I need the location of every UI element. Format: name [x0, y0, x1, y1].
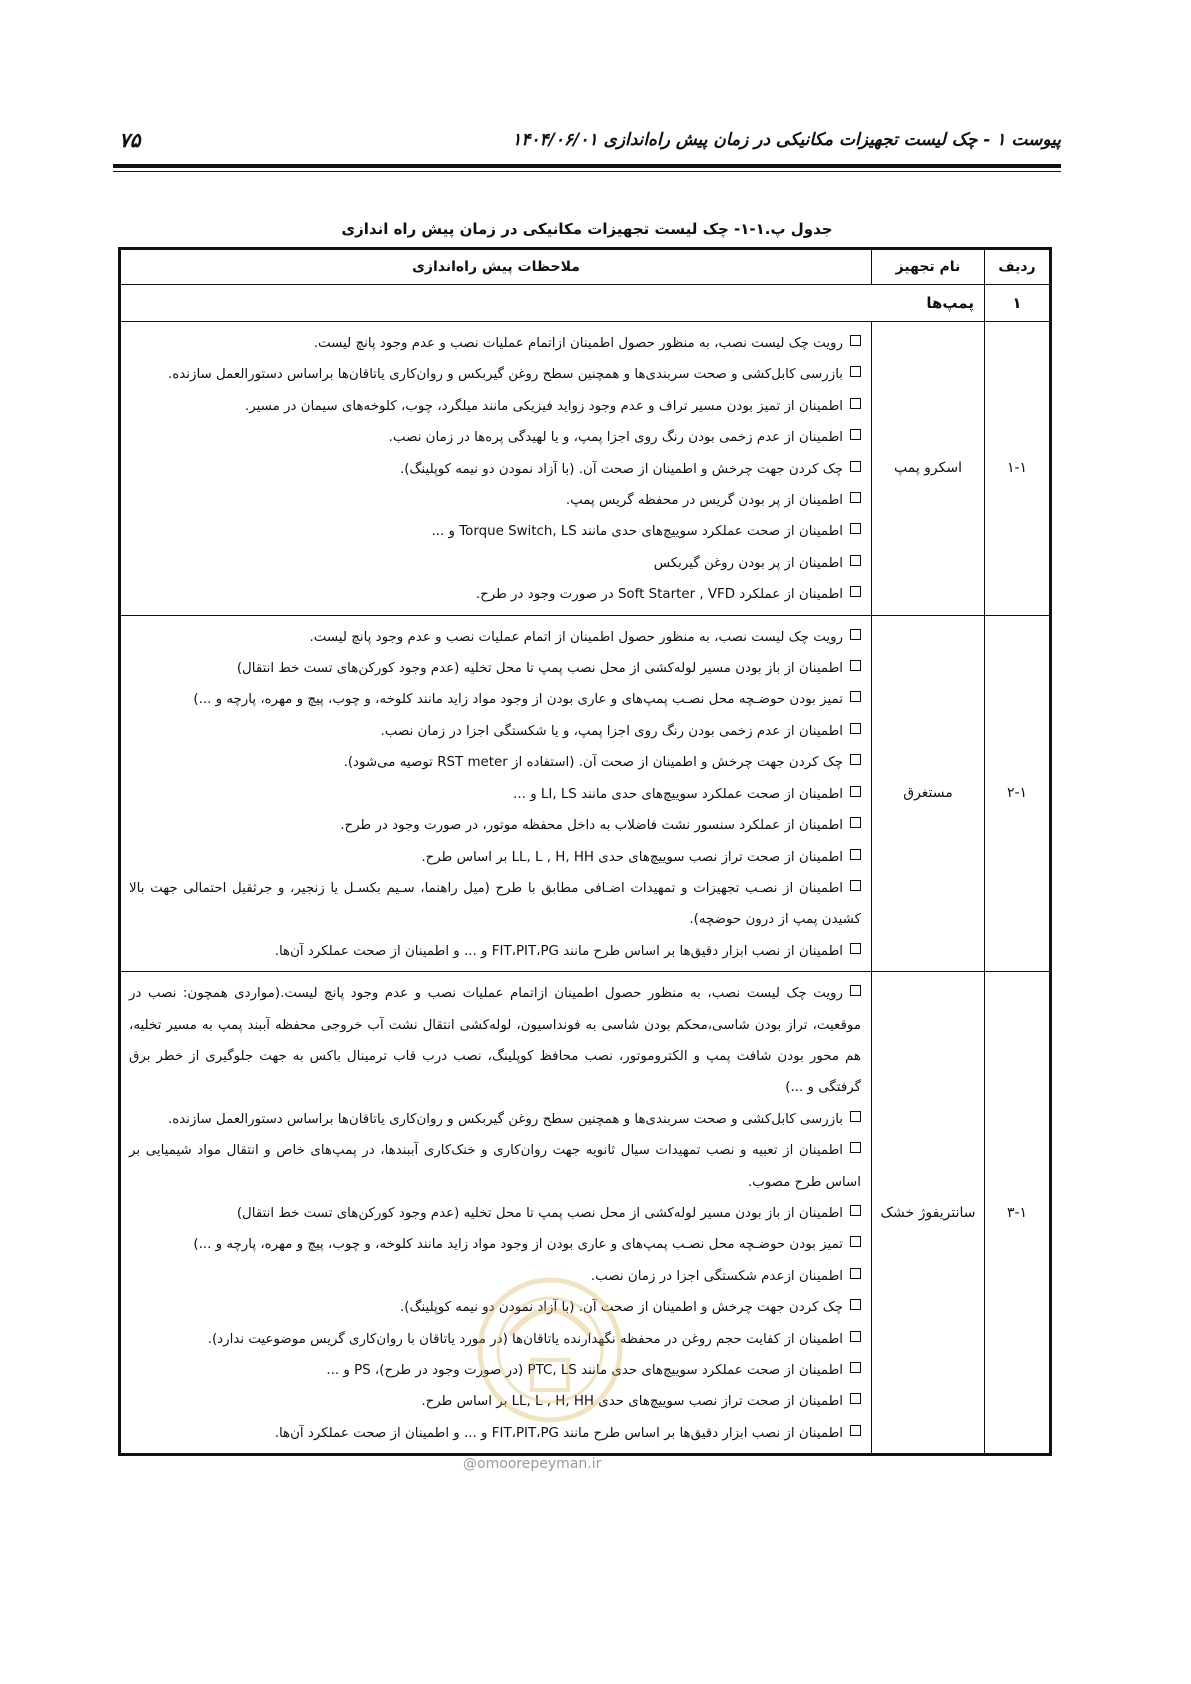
- checkbox-icon[interactable]: [850, 629, 861, 640]
- checklist-item: [129, 516, 861, 547]
- checkbox-icon[interactable]: [850, 429, 861, 440]
- row-id: ۳-۱: [985, 972, 1051, 1455]
- checklist-item: [129, 548, 861, 579]
- checklist-item-text: اطمینان از صحت تراز نصب سوییچ‌های حدی LL, L , H, HH بر اساس طرح.: [421, 1394, 843, 1410]
- checkbox-icon[interactable]: [850, 1299, 861, 1310]
- checklist-item: [129, 328, 861, 359]
- checkbox-icon[interactable]: [850, 523, 861, 534]
- checkbox-icon[interactable]: [850, 723, 861, 734]
- checkbox-icon[interactable]: [850, 1111, 861, 1122]
- checkbox-icon[interactable]: [850, 398, 861, 409]
- checkbox-icon[interactable]: [850, 817, 861, 828]
- row-id: ۱-۱: [985, 322, 1051, 616]
- checklist-item-text: تمیز بودن حوضـچه محل نصـب پمپ‌های و عاری بودن از وجود مواد زاید مانند کلوخه، و چوب، پیچ و مهره، پارچه و ...): [193, 692, 843, 708]
- checkbox-icon[interactable]: [850, 786, 861, 797]
- checklist-item: [129, 978, 861, 1104]
- checkbox-icon[interactable]: [850, 1142, 861, 1153]
- checklist-item-text: اطمینان از پر بودن روغن گیربکس: [653, 555, 843, 571]
- checklist-item-text: چک کردن جهت چرخش و اطمینان از صحت آن. (استفاده از RST meter توصیه می‌شود).: [343, 755, 843, 771]
- checklist-item: [129, 485, 861, 516]
- checklist-item-text: اطمینان از عدم زخمی بودن رنگ روی اجزا پمپ، و یا لهیدگی پره‌ها در زمان نصب.: [388, 430, 843, 446]
- notes-cell: [120, 615, 872, 971]
- checklist-item-text: اطمینان از صحت تراز نصب سوییچ‌های حدی LL, L , H, HH بر اساس طرح.: [421, 849, 843, 865]
- header-title: پیوست ۱ - چک لیست تجهیزات مکانیکی در زمان پیش راه‌اندازی ۱۴۰۴/۰۶/۰۱: [512, 130, 1061, 150]
- checkbox-icon[interactable]: [850, 1205, 861, 1216]
- checklist-item-text: اطمینان از عدم زخمی بودن رنگ روی اجزا پمپ، و یا شکستگی اجزا در زمان نصب.: [380, 723, 843, 739]
- checkbox-icon[interactable]: [850, 461, 861, 472]
- checklist-item-text: اطمینان از باز بودن مسیر لوله‌کشی از محل نصب پمپ تا محل تخلیه (عدم وجود کورکن‌های تست خط انتقال): [236, 661, 843, 677]
- header-rule-thick: [113, 164, 1061, 168]
- checklist-item-text: بازرسی کابل‌کشی و صحت سربندی‌ها و همچنین سطح روغن گیربکس و روان‌کاری یاتاقان‌ها براساس دستورالعمل سازنده.: [167, 1111, 843, 1127]
- header-rule-thin: [113, 171, 1061, 172]
- checklist-item: [129, 779, 861, 810]
- equipment-name: اسکرو پمپ: [872, 322, 985, 616]
- checkbox-icon[interactable]: [850, 1236, 861, 1247]
- checkbox-icon[interactable]: [850, 1362, 861, 1373]
- checklist-item: [129, 716, 861, 747]
- checklist-item: [129, 936, 861, 967]
- checklist-item-text: اطمینان از صحت عملکرد سوییچ‌های حدی مانند Torque Switch, LS و ...: [431, 524, 843, 540]
- checklist-item: [129, 454, 861, 485]
- checkbox-icon[interactable]: [850, 754, 861, 765]
- column-header-equipment: نام تجهیز: [872, 249, 985, 285]
- checklist-item: [129, 842, 861, 873]
- checklist-item: [129, 653, 861, 684]
- checklist-item: [129, 422, 861, 453]
- checklist-item: [129, 579, 861, 610]
- notes-cell: [120, 322, 872, 616]
- checklist-item-text: چک کردن جهت چرخش و اطمینان از صحت آن. (با آزاد نمودن دو نیمه کوپلینگ).: [400, 461, 843, 477]
- checklist-item: [129, 684, 861, 715]
- checklist-item-text: رویت چک لیست نصب، به منظور حصول اطمینان ازاتمام عملیات نصب و عدم وجود پانچ لیست.(مواردی همچون: نصب در موقعیت، تراز بودن شاسی،محکم بودن شاسی به فونداسیون، لوله‌کشی انتقال نشت آب خروجی محفظه آببند پمپ به مسیر تخلیه، هم محور بودن شافت پمپ و الکتروموتور، نصب محافظ کوپلینگ، نصب درب قاب ترمینال باکس به جهت جلوگیری از خطر برق گرفتگی و ...): [129, 986, 861, 1096]
- checklist-item-text: تمیز بودن حوضـچه محل نصـب پمپ‌های و عاری بودن از وجود مواد زاید مانند کلوخه، و چوب، پیچ و مهره، پارچه و ...): [193, 1237, 843, 1253]
- checklist-item-text: اطمینان از تمیز بودن مسیر تراف و عدم وجود زواید فیزیکی مانند میلگرد، چوب، کلوخه‌های سیمان در مسیر.: [244, 398, 843, 414]
- checklist-item: [129, 1229, 861, 1260]
- checklist-item-text: چک کردن جهت چرخش و اطمینان از صحت آن. (با آزاد نمودن دو نیمه کوپلینگ).: [400, 1300, 843, 1316]
- checkbox-icon[interactable]: [850, 366, 861, 377]
- checklist-item-text: رویت چک لیست نصب، به منظور حصول اطمینان ازاتمام عملیات نصب و عدم وجود پانچ لیست.: [313, 336, 843, 351]
- checklist-item-text: اطمینان از صحت عملکرد سوییچ‌های حدی مانند LI, LS و ...: [513, 786, 843, 802]
- checkbox-icon[interactable]: [850, 660, 861, 671]
- checkbox-icon[interactable]: [850, 691, 861, 702]
- checklist-item-text: اطمینان از نصب ابزار دقیق‌ها بر اساس طرح مانند FIT،PIT،PG و ... و اطمینان از صحت عملکرد آن‌ها.: [274, 943, 843, 959]
- watermark-url: @omoorepeyman.ir: [463, 1456, 602, 1472]
- checkbox-icon[interactable]: [850, 1268, 861, 1279]
- checklist-item: [129, 810, 861, 841]
- column-header-row: ردیف: [985, 249, 1051, 285]
- checklist-item-text: بازرسی کابل‌کشی و صحت سربندی‌ها و همچنین سطح روغن گیربکس و روان‌کاری یاتاقان‌ها براساس دستورالعمل سازنده.: [167, 367, 843, 383]
- checkbox-icon[interactable]: [850, 1393, 861, 1404]
- page-number: ۷۵: [119, 128, 141, 152]
- checklist-item-text: اطمینان از نصب ابزار دقیق‌ها بر اساس طرح مانند FIT،PIT،PG و ... و اطمینان از صحت عملکرد آن‌ها.: [274, 1425, 843, 1441]
- checkbox-icon[interactable]: [850, 849, 861, 860]
- equipment-name: سانتریفوژ خشک: [872, 972, 985, 1455]
- checkbox-icon[interactable]: [850, 880, 861, 891]
- table-row: [120, 322, 1051, 616]
- table-row: [120, 615, 1051, 971]
- table-header-row: [120, 249, 1051, 285]
- checklist-item: [129, 1198, 861, 1229]
- checklist-item-text: اطمینان از باز بودن مسیر لوله‌کشی از محل نصب پمپ تا محل تخلیه (عدم وجود کورکن‌های تست خط انتقال): [236, 1205, 843, 1221]
- group-name: پمپ‌ها: [120, 285, 985, 322]
- equipment-name: مستغرق: [872, 615, 985, 971]
- checklist-item: [129, 1104, 861, 1135]
- group-id: ۱: [985, 285, 1051, 322]
- checklist-item-text: اطمینان از تعبیه و نصب تمهیدات سیال ثانویه جهت روان‌کاری و خنک‌کاری آببندها، در پمپ‌های خاص و انتقال مواد شیمیایی بر اساس طرح مصوب.: [129, 1143, 861, 1190]
- column-header-notes: ملاحظات پیش راه‌اندازی: [120, 249, 872, 285]
- row-id: ۲-۱: [985, 615, 1051, 971]
- checkbox-icon[interactable]: [850, 586, 861, 597]
- checklist-item: [129, 359, 861, 390]
- checklist-item: [129, 873, 861, 936]
- checklist-item-text: اطمینان از نصـب تجهیزات و تمهیدات اضـافی مطابق با طرح (میل راهنما، سـیم بکسـل یا زنجیر، و جرثقیل احتمالی جهت بالا کشیدن پمپ از درون حوضچه).: [129, 880, 861, 928]
- checkbox-icon[interactable]: [850, 1331, 861, 1342]
- checklist-item-text: اطمینان از پر بودن گریس در محفظه گریس پمپ.: [565, 493, 843, 509]
- checkbox-icon[interactable]: [850, 1425, 861, 1436]
- watermark-seal-icon: [470, 1265, 630, 1435]
- checkbox-icon[interactable]: [850, 492, 861, 503]
- checklist-item: [129, 1135, 861, 1198]
- checklist-item-text: اطمینان از عملکرد سنسور نشت فاضلاب به داخل محفظه موتور، در صورت وجود در طرح.: [340, 818, 843, 834]
- checklist-item: [129, 747, 861, 778]
- checklist-item-text: اطمینان از کفایت حجم روغن در محفظه نگهدارنده یاتاقان‌ها (در مورد یاتاقان با روان‌کاری گریس موضوعیت ندارد).: [207, 1331, 843, 1347]
- checklist-item-text: رویت چک لیست نصب، به منظور حصول اطمینان از اتمام عملیات نصب و عدم وجود پانچ لیست.: [309, 629, 843, 645]
- group-row: [120, 285, 1051, 322]
- checkbox-icon[interactable]: [850, 985, 861, 996]
- table-caption: جدول پ.۱-۱- چک لیست تجهیزات مکانیکی در زمان پیش راه اندازی: [341, 220, 833, 238]
- checklist-item-text: اطمینان از صحت عملکرد سوییچ‌های حدی مانند PTC, LS (در صورت وجود در طرح)، PS و ...: [326, 1363, 843, 1378]
- checklist-item-text: اطمینان از عملکرد Soft Starter , VFD در صورت وجود در طرح.: [475, 587, 843, 603]
- checklist-item: [129, 391, 861, 422]
- checkbox-icon[interactable]: [850, 943, 861, 954]
- checkbox-icon[interactable]: [850, 335, 861, 346]
- checklist-item: [129, 622, 861, 653]
- checklist-item-text: اطمینان ازعدم شکستگی اجزا در زمان نصب.: [590, 1268, 843, 1284]
- checkbox-icon[interactable]: [850, 555, 861, 566]
